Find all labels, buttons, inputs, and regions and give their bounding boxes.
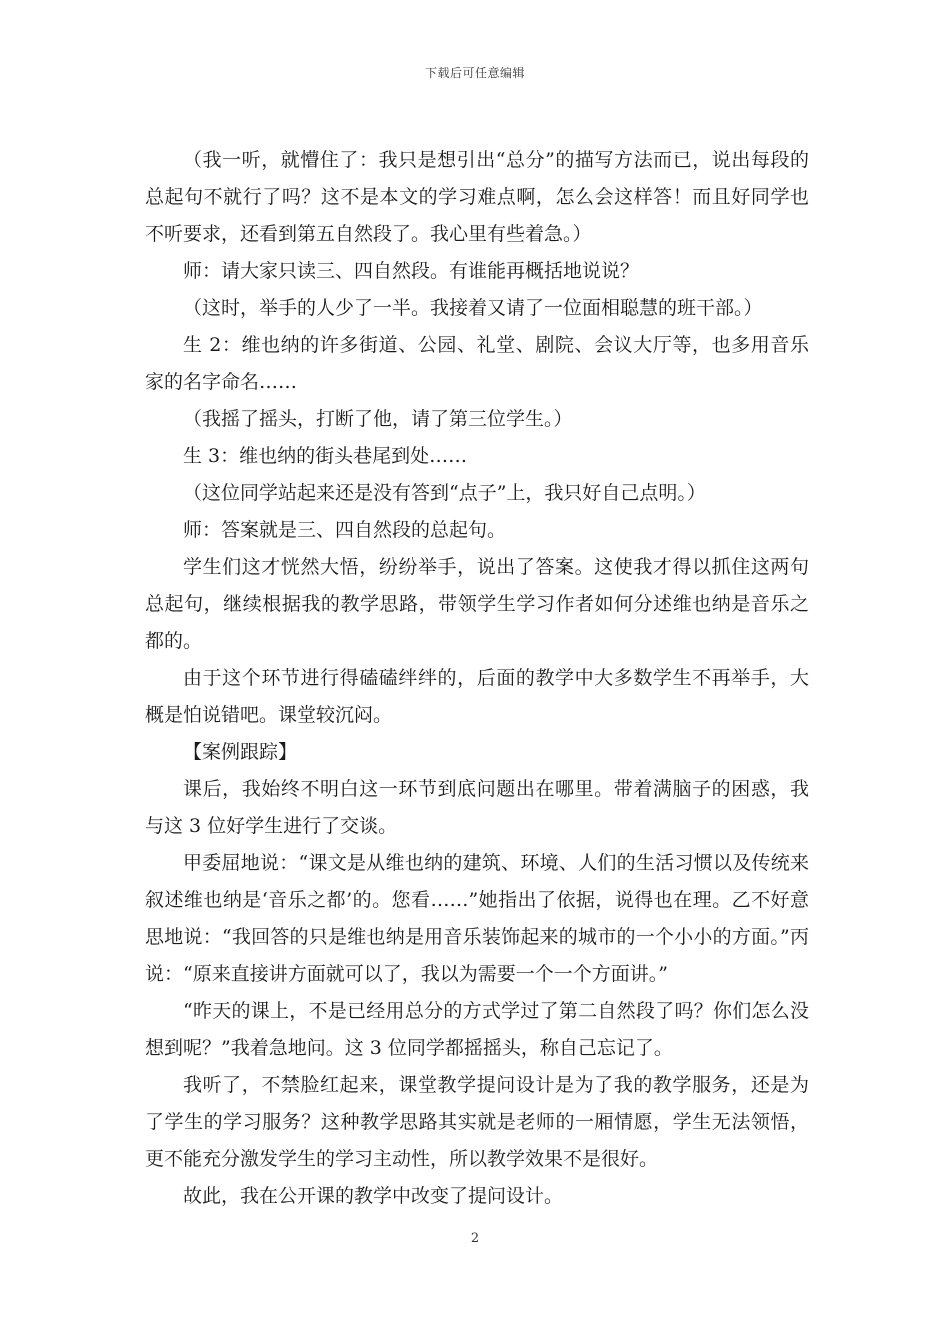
paragraph: （我一听，就懵住了：我只是想引出“总分”的描写方法而已，说出每段的总起句不就行了吗？这不是本文的学习难点啊，怎么会这样答！而且好同学也不听要求，还看到第五自然段了。我心里有些着急。）	[145, 149, 809, 245]
paragraph: 甲委屈地说：“课文是从维也纳的建筑、环境、人们的生活习惯以及传统来叙述维也纳是‘音乐之都’的。您看……”她指出了依据，说得也在理。乙不好意思地说：“我回答的只是维也纳是用音乐装饰起来的城市的一个小小的方面。”丙说：“原来直接讲方面就可以了，我以为需要一个一个方面讲。”	[145, 852, 809, 985]
section-heading: 【案例跟踪】	[183, 741, 298, 763]
document-body	[145, 142, 809, 1215]
paragraph: 师：答案就是三、四自然段的总起句。	[183, 519, 507, 541]
paragraph: 生 2：维也纳的许多街道、公园、礼堂、剧院、会议大厅等，也多用音乐家的名字命名……	[145, 334, 809, 393]
page-header: 下载后可任意编辑	[424, 66, 525, 80]
paragraph: （这时，举手的人少了一半。我接着又请了一位面相聪慧的班干部。）	[183, 297, 763, 319]
paragraph: 师：请大家只读三、四自然段。有谁能再概括地说说？	[183, 260, 640, 282]
paragraph: 课后，我始终不明白这一环节到底问题出在哪里。带着满脑子的困惑，我与这 3 位好学生进行了交谈。	[145, 778, 809, 837]
page-number: 2	[470, 1231, 480, 1246]
paragraph: 生 3：维也纳的街头巷尾到处……	[183, 445, 468, 467]
paragraph: 由于这个环节进行得磕磕绊绊的，后面的教学中大多数学生不再举手，大概是怕说错吧。课堂较沉闷。	[145, 667, 809, 726]
paragraph: 学生们这才恍然大悟，纷纷举手，说出了答案。这使我才得以抓住这两句总起句，继续根据我的教学思路，带领学生学习作者如何分述维也纳是音乐之都的。	[145, 556, 809, 652]
paragraph: 故此，我在公开课的教学中改变了提问设计。	[183, 1185, 564, 1207]
paragraph: 我听了，不禁脸红起来，课堂教学提问设计是为了我的教学服务，还是为了学生的学习服务？这种教学思路其实就是老师的一厢情愿，学生无法领悟，更不能充分激发学生的学习主动性，所以教学效果不是很好。	[145, 1074, 809, 1170]
paragraph: （我摇了摇头，打断了他，请了第三位学生。）	[183, 408, 573, 430]
paragraph: “昨天的课上，不是已经用总分的方式学过了第二自然段了吗？你们怎么没想到呢？”我着急地问。这 3 位同学都摇摇头，称自己忘记了。	[145, 1000, 809, 1059]
paragraph: （这位同学站起来还是没有答到“点子”上，我只好自己点明。）	[183, 482, 706, 504]
